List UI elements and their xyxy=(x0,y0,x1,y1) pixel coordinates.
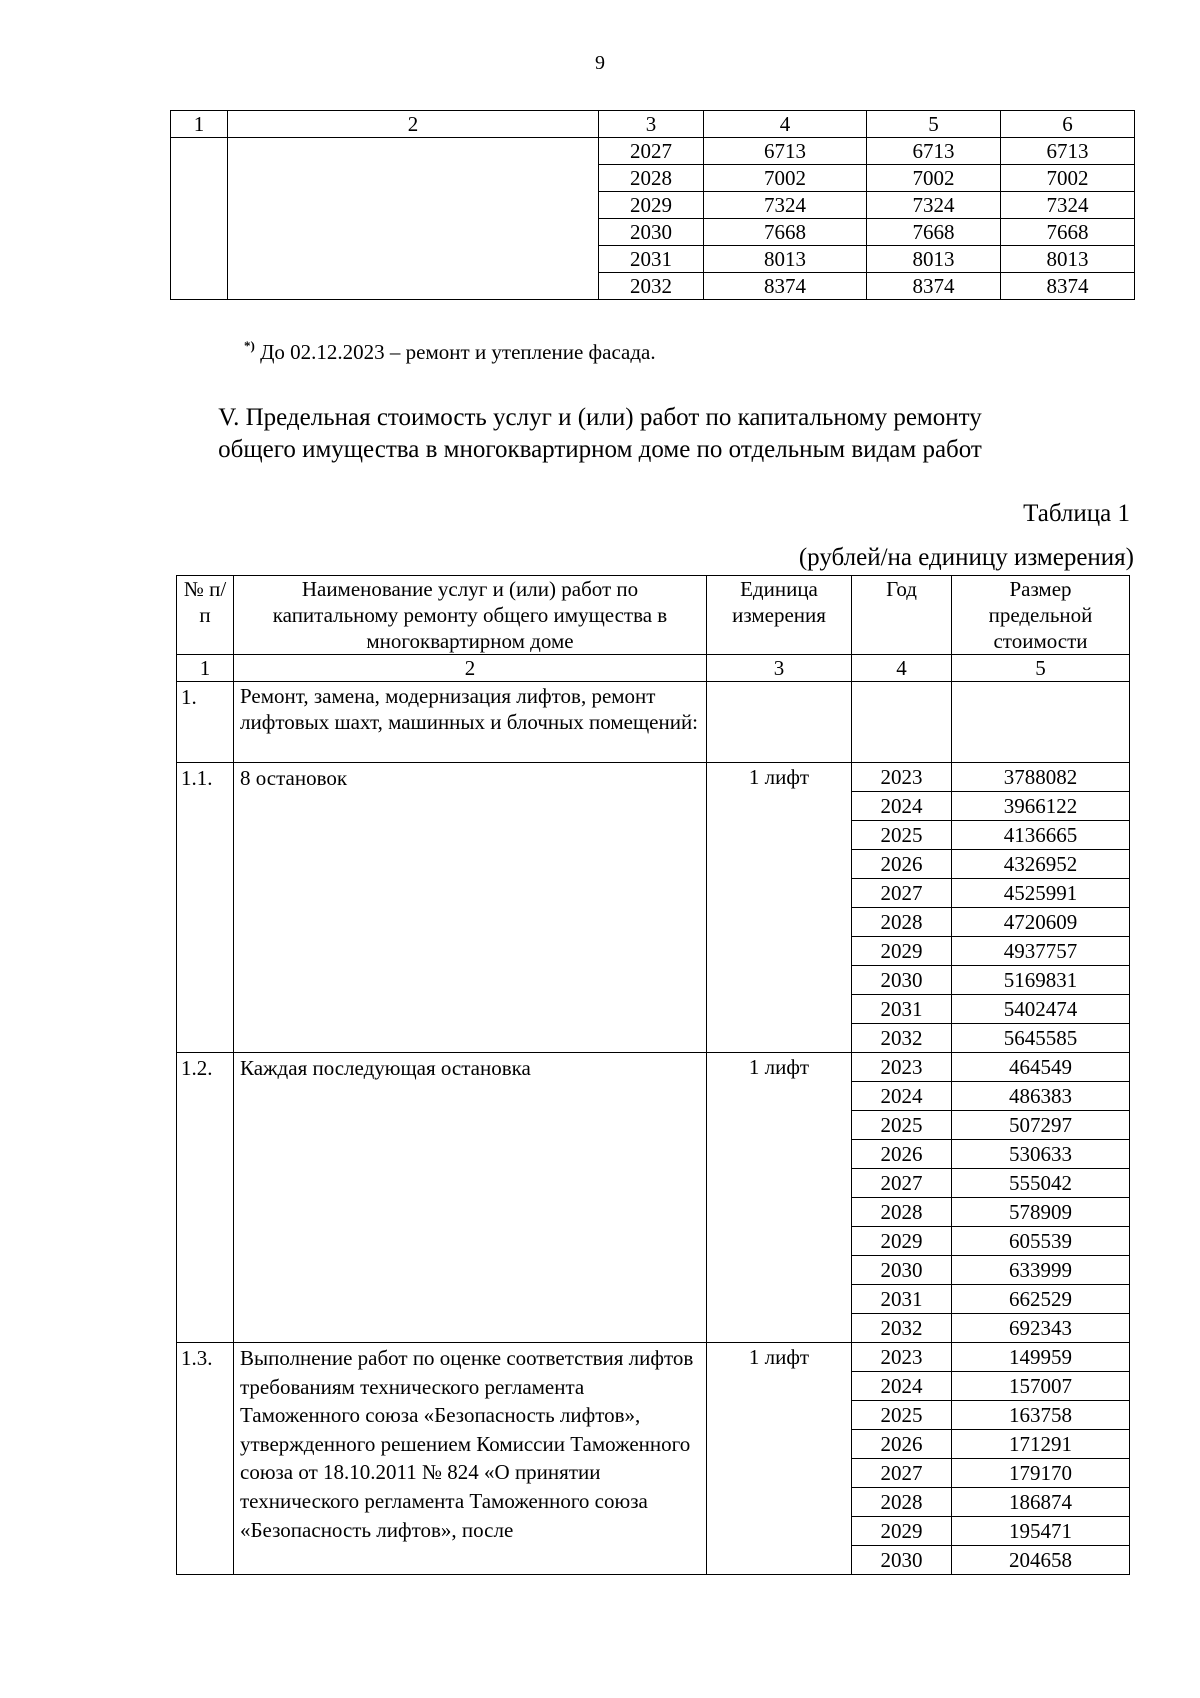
year-cell: 2031 xyxy=(852,1285,952,1314)
year-cell: 2025 xyxy=(852,821,952,850)
item-unit: 1 лифт xyxy=(707,1053,852,1343)
cost-cell: 5169831 xyxy=(952,966,1130,995)
continuation-blank-name xyxy=(228,138,599,300)
header-num: № п/п xyxy=(177,576,234,655)
continuation-header-row xyxy=(171,111,1135,138)
year-cell: 2029 xyxy=(852,1517,952,1546)
continuation-value: 7002 xyxy=(1001,165,1135,192)
cost-cell: 692343 xyxy=(952,1314,1130,1343)
continuation-value: 6713 xyxy=(867,138,1001,165)
cost-cell: 633999 xyxy=(952,1256,1130,1285)
cost-cell: 186874 xyxy=(952,1488,1130,1517)
continuation-value: 7668 xyxy=(867,219,1001,246)
year-cell: 2030 xyxy=(852,966,952,995)
year-cell: 2026 xyxy=(852,1430,952,1459)
continuation-value: 7324 xyxy=(704,192,867,219)
year-cell: 2030 xyxy=(852,1256,952,1285)
cost-cell: 171291 xyxy=(952,1430,1130,1459)
item-name: 8 остановок xyxy=(234,763,707,1053)
item-number: 1.1. xyxy=(177,763,234,1053)
table-row xyxy=(177,1053,1130,1082)
cost-cell: 4326952 xyxy=(952,850,1130,879)
item-unit: 1 лифт xyxy=(707,1343,852,1575)
cost-cell: 464549 xyxy=(952,1053,1130,1082)
continuation-value: 8013 xyxy=(1001,246,1135,273)
group-name: Ремонт, замена, модернизация лифтов, ремонт лифтовых шахт, машинных и блочных помещений: xyxy=(234,682,707,763)
header-row xyxy=(177,576,1130,655)
year-cell: 2024 xyxy=(852,792,952,821)
continuation-value: 7324 xyxy=(1001,192,1135,219)
column-number: 3 xyxy=(707,655,852,682)
continuation-column-number: 3 xyxy=(599,111,704,138)
header-name: Наименование услуг и (или) работ по капитальному ремонту общего имущества в многоквартирном доме xyxy=(234,576,707,655)
year-cell: 2026 xyxy=(852,1140,952,1169)
year-cell: 2027 xyxy=(852,879,952,908)
cost-cell: 4136665 xyxy=(952,821,1130,850)
year-cell: 2027 xyxy=(852,1169,952,1198)
continuation-year: 2027 xyxy=(599,138,704,165)
table-row xyxy=(177,763,1130,792)
year-cell: 2024 xyxy=(852,1372,952,1401)
year-cell: 2023 xyxy=(852,763,952,792)
continuation-value: 6713 xyxy=(1001,138,1135,165)
year-cell: 2029 xyxy=(852,1227,952,1256)
continuation-value: 8374 xyxy=(1001,273,1135,300)
section-title-line-1: V. Предельная стоимость услуг и (или) работ по капитальному ремонту xyxy=(218,404,982,431)
year-cell: 2029 xyxy=(852,937,952,966)
section-title xyxy=(0,402,1200,466)
table-row xyxy=(177,1343,1130,1372)
item-name: Каждая последующая остановка xyxy=(234,1053,707,1343)
empty-cell xyxy=(952,682,1130,763)
cost-cell: 163758 xyxy=(952,1401,1130,1430)
cost-cell: 3966122 xyxy=(952,792,1130,821)
continuation-year: 2028 xyxy=(599,165,704,192)
year-cell: 2025 xyxy=(852,1111,952,1140)
year-cell: 2031 xyxy=(852,995,952,1024)
footnote xyxy=(244,340,656,365)
continuation-column-number: 1 xyxy=(171,111,228,138)
cost-cell: 4937757 xyxy=(952,937,1130,966)
table-label: Таблица 1 xyxy=(1023,500,1130,527)
header-year: Год xyxy=(852,576,952,655)
cost-cell: 3788082 xyxy=(952,763,1130,792)
cost-cell: 578909 xyxy=(952,1198,1130,1227)
footnote-marker: *) xyxy=(244,338,255,353)
cost-cell: 5402474 xyxy=(952,995,1130,1024)
section-title-line-2: общего имущества в многоквартирном доме по отдельным видам работ xyxy=(218,436,982,463)
column-number: 5 xyxy=(952,655,1130,682)
cost-cell: 507297 xyxy=(952,1111,1130,1140)
continuation-value: 6713 xyxy=(704,138,867,165)
cost-cell: 4525991 xyxy=(952,879,1130,908)
year-cell: 2032 xyxy=(852,1024,952,1053)
year-cell: 2028 xyxy=(852,908,952,937)
group-row xyxy=(177,682,1130,763)
cost-cell: 486383 xyxy=(952,1082,1130,1111)
continuation-column-number: 6 xyxy=(1001,111,1135,138)
header-unit: Единица измерения xyxy=(707,576,852,655)
continuation-year: 2032 xyxy=(599,273,704,300)
continuation-value: 8013 xyxy=(867,246,1001,273)
continuation-table xyxy=(170,110,1135,300)
year-cell: 2023 xyxy=(852,1343,952,1372)
column-number: 4 xyxy=(852,655,952,682)
column-number: 1 xyxy=(177,655,234,682)
cost-cell: 530633 xyxy=(952,1140,1130,1169)
item-unit: 1 лифт xyxy=(707,763,852,1053)
table-units: (рублей/на единицу измерения) xyxy=(798,544,1134,571)
year-cell: 2028 xyxy=(852,1198,952,1227)
cost-table xyxy=(176,575,1130,1575)
column-number: 2 xyxy=(234,655,707,682)
empty-cell xyxy=(852,682,952,763)
item-name: Выполнение работ по оценке соответствия лифтов требованиям технического регламента Таможенного союза «Безопасность лифтов», утвержденного решением Комиссии Таможенного союза от 18.10.2011 № 824 «О принятии технического регламента Таможенного союза «Безопасность лифтов», после xyxy=(234,1343,707,1575)
cost-cell: 157007 xyxy=(952,1372,1130,1401)
continuation-value: 7668 xyxy=(1001,219,1135,246)
cost-cell: 179170 xyxy=(952,1459,1130,1488)
cost-cell: 149959 xyxy=(952,1343,1130,1372)
cost-cell: 195471 xyxy=(952,1517,1130,1546)
footnote-text: До 02.12.2023 – ремонт и утепление фасада. xyxy=(254,340,656,364)
year-cell: 2030 xyxy=(852,1546,952,1575)
year-cell: 2027 xyxy=(852,1459,952,1488)
continuation-column-number: 5 xyxy=(867,111,1001,138)
header-cost: Размер предельной стоимости xyxy=(952,576,1130,655)
cost-cell: 5645585 xyxy=(952,1024,1130,1053)
item-number: 1.3. xyxy=(177,1343,234,1575)
year-cell: 2028 xyxy=(852,1488,952,1517)
continuation-value: 8013 xyxy=(704,246,867,273)
year-cell: 2023 xyxy=(852,1053,952,1082)
continuation-column-number: 2 xyxy=(228,111,599,138)
year-cell: 2024 xyxy=(852,1082,952,1111)
year-cell: 2025 xyxy=(852,1401,952,1430)
continuation-value: 7002 xyxy=(867,165,1001,192)
continuation-value: 8374 xyxy=(704,273,867,300)
empty-cell xyxy=(707,682,852,763)
cost-cell: 662529 xyxy=(952,1285,1130,1314)
continuation-row xyxy=(171,138,1135,165)
cost-cell: 4720609 xyxy=(952,908,1130,937)
item-number: 1.2. xyxy=(177,1053,234,1343)
cost-cell: 555042 xyxy=(952,1169,1130,1198)
continuation-value: 7002 xyxy=(704,165,867,192)
cost-cell: 204658 xyxy=(952,1546,1130,1575)
continuation-value: 7668 xyxy=(704,219,867,246)
continuation-column-number: 4 xyxy=(704,111,867,138)
continuation-blank-num xyxy=(171,138,228,300)
column-number-row xyxy=(177,655,1130,682)
year-cell: 2032 xyxy=(852,1314,952,1343)
year-cell: 2026 xyxy=(852,850,952,879)
continuation-year: 2029 xyxy=(599,192,704,219)
continuation-year: 2031 xyxy=(599,246,704,273)
cost-cell: 605539 xyxy=(952,1227,1130,1256)
continuation-year: 2030 xyxy=(599,219,704,246)
group-number: 1. xyxy=(177,682,234,763)
continuation-value: 8374 xyxy=(867,273,1001,300)
page-number: 9 xyxy=(595,52,605,74)
continuation-value: 7324 xyxy=(867,192,1001,219)
